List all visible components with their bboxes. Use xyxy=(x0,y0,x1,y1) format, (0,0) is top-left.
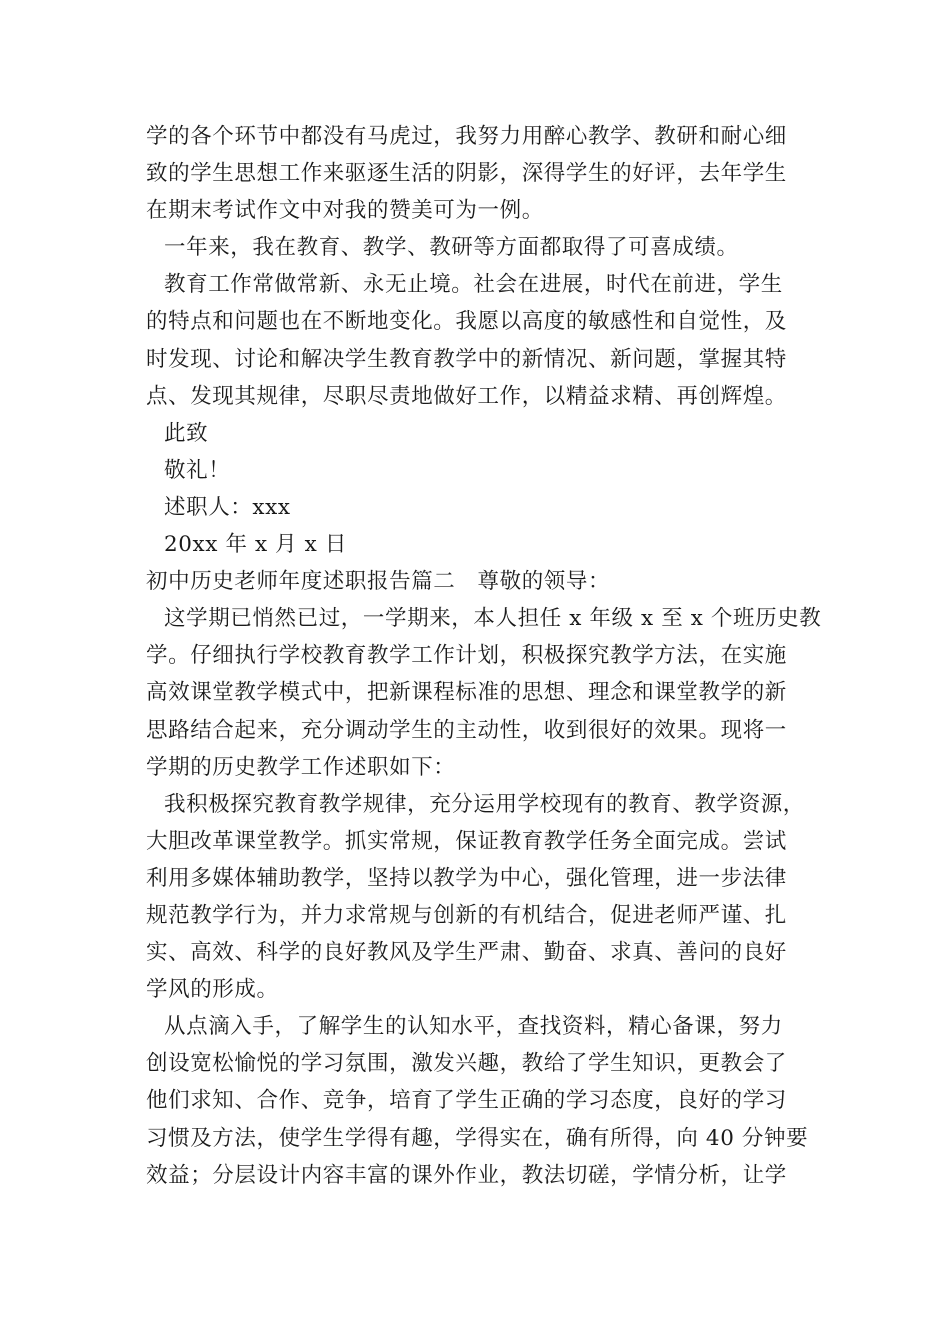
text-line: 学期的历史教学工作述职如下： xyxy=(146,754,456,780)
text-line: 效益；分层设计内容丰富的课外作业，教法切磋，学情分析，让学 xyxy=(146,1162,787,1188)
section-heading: 初中历史老师年度述职报告篇二 尊敬的领导： xyxy=(146,569,611,595)
text-line: 教育工作常做常新、永无止境。社会在进展，时代在前进，学生 xyxy=(164,272,783,298)
text-line: 利用多媒体辅助教学，坚持以教学为中心，强化管理，进一步法律 xyxy=(146,865,787,891)
text-line: 从点滴入手，了解学生的认知水平，查找资料，精心备课，努力 xyxy=(164,1014,783,1040)
closing-line: 此致 xyxy=(164,420,209,446)
text-line: 创设宽松愉悦的学习氛围，激发兴趣，教给了学生知识，更教会了 xyxy=(146,1051,787,1077)
text-line: 在期末考试作文中对我的赞美可为一例。 xyxy=(146,198,544,224)
text-line: 学风的形成。 xyxy=(146,977,279,1003)
text-line: 大胆改革课堂教学。抓实常规，保证教育教学任务全面完成。尝试 xyxy=(146,828,787,854)
text-line: 他们求知、合作、竞争，培育了学生正确的学习态度，良好的学习 xyxy=(146,1088,787,1114)
text-line: 习惯及方法，使学生学得有趣，学得实在，确有所得，向 40 分钟要 xyxy=(146,1125,809,1151)
text-line: 的特点和问题也在不断地变化。我愿以高度的敏感性和自觉性，及 xyxy=(146,309,787,335)
text-line: 点、发现其规律，尽职尽责地做好工作，以精益求精、再创辉煌。 xyxy=(146,383,787,409)
text-line: 实、高效、科学的良好教风及学生严肃、勤奋、求真、善问的良好 xyxy=(146,940,787,966)
text-line: 致的学生思想工作来驱逐生活的阴影，深得学生的好评，去年学生 xyxy=(146,161,787,187)
text-line: 思路结合起来，充分调动学生的主动性，收到很好的效果。现将一 xyxy=(146,717,787,743)
text-line: 我积极探究教育教学规律，充分运用学校现有的教育、教学资源， xyxy=(164,791,805,817)
text-line: 学的各个环节中都没有马虎过，我努力用醉心教学、教研和耐心细 xyxy=(146,124,787,149)
text-line: 规范教学行为，并力求常规与创新的有机结合，促进老师严谨、扎 xyxy=(146,902,787,928)
document-body xyxy=(146,118,826,1194)
text-line: 高效课堂教学模式中，把新课程标准的思想、理念和课堂教学的新 xyxy=(146,680,787,706)
text-line: 一年来，我在教育、教学、教研等方面都取得了可喜成绩。 xyxy=(164,235,739,261)
closing-line: 敬礼！ xyxy=(164,457,231,483)
text-line: 这学期已悄然已过，一学期来，本人担任 x 年级 x 至 x 个班历史教 xyxy=(164,606,822,632)
text-line: 时发现、讨论和解决学生教育教学中的新情况、新问题，掌握其特 xyxy=(146,346,787,372)
date-line: 20xx 年 x 月 x 日 xyxy=(164,532,347,558)
text-line: 学。仔细执行学校教育教学工作计划，积极探究教学方法，在实施 xyxy=(146,643,787,669)
signature-line: 述职人：xxx xyxy=(164,494,291,520)
